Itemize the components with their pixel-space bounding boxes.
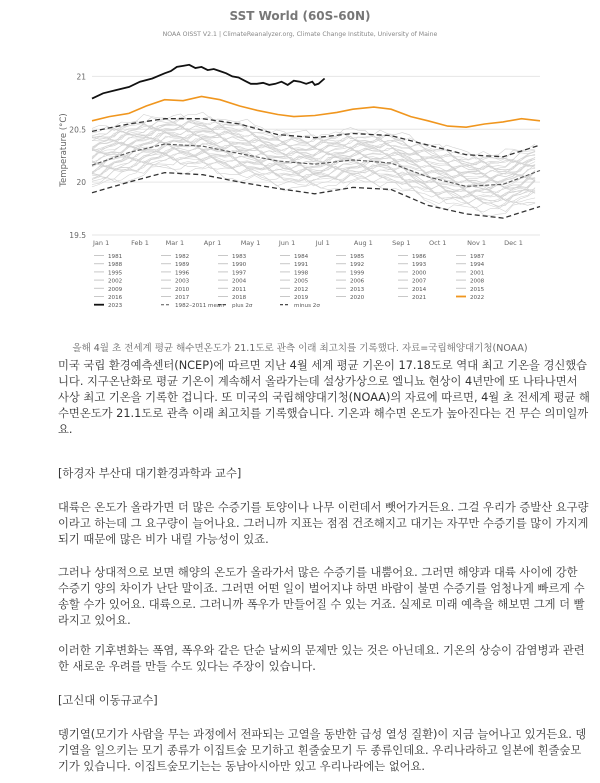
legend-entry: 2014 — [412, 286, 427, 293]
x-tick-label: Apr 1 — [203, 239, 222, 247]
legend-entry: 1986 — [412, 254, 427, 260]
legend-entry: 2003 — [175, 278, 190, 285]
article-paragraph-1 — [58, 358, 590, 438]
paragraph-line: 이러한 기후변화는 폭염, 폭우와 같은 단순 날씨의 문제만 있는 것은 아닌데요. 기온의 상승이 감염병과 관련 — [58, 644, 585, 657]
series-line-2023 — [92, 65, 325, 99]
legend-entry: 1994 — [470, 262, 485, 269]
x-tick-label: Oct 1 — [429, 239, 447, 247]
x-tick-label: Feb 1 — [131, 239, 149, 247]
paragraph-line: 그러나 상대적으로 보면 해양의 온도가 올라가서 많은 수증기를 내뿜어요. 그러면 해양과 대륙 사이에 강한 — [58, 566, 578, 579]
legend-entry: 2004 — [232, 278, 247, 285]
legend-entry: 1992 — [350, 262, 365, 269]
legend-entry: 2022 — [470, 295, 485, 301]
legend-entry: 2021 — [412, 295, 427, 301]
figure-caption: 올해 4월 초 전세계 평균 해수면온도가 21.1도로 관측 이래 최고치를 기록했다. 자료=국립해양대기청(NOAA) — [72, 342, 528, 354]
legend-entry: 2002 — [108, 278, 123, 285]
legend-entry: 2007 — [412, 278, 427, 285]
legend-entry: 2012 — [294, 286, 309, 293]
paragraph-line: 미국 국립 환경예측센터(NCEP)에 따르면 지난 4월 세계 평균 기온이 17.18도로 역대 최고 기온을 경신했습 — [58, 359, 588, 372]
legend-entry: 1993 — [412, 262, 427, 269]
article-paragraph-5 — [58, 727, 587, 775]
speaker-label-1: [하경자 부산대 대기환경과학과 교수] — [58, 467, 242, 480]
x-tick-label: Nov 1 — [467, 239, 487, 247]
legend-entry: plus 2σ — [232, 303, 253, 310]
legend-entry: 1988 — [108, 262, 123, 269]
chart-svg — [0, 0, 600, 320]
paragraph-line: 수증기 양의 차이가 난단 말이죠. 그러면 어떤 일이 벌어지냐 하면 바람이 불면 수증기를 엄청나게 빠르게 수 — [58, 582, 585, 595]
x-tick-label: May 1 — [240, 239, 261, 247]
article-paragraph-3 — [58, 565, 585, 629]
legend-entry: 1999 — [350, 270, 365, 277]
legend-entry: 2001 — [470, 270, 485, 277]
paragraph-line: 기가 있습니다. 이집트숲모기는는 동남아시아만 있고 우리나라에는 없어요. — [58, 760, 426, 773]
legend-entry: 1985 — [350, 254, 365, 260]
paragraph-line: 요. — [58, 423, 73, 436]
legend-entry: 2010 — [175, 286, 190, 293]
paragraph-line: 라지고 있어요. — [58, 614, 131, 627]
legend-entry: 1998 — [294, 270, 309, 277]
legend — [94, 254, 485, 309]
y-axis-label: Temperature (°C) — [59, 113, 69, 187]
legend-entry: 2015 — [470, 286, 485, 293]
paragraph-line: 니다. 지구온난화로 평균 기온이 계속해서 올라가는데 설상가상으로 엘니뇨 현상이 4년만에 또 나타나면서 — [58, 375, 578, 388]
paragraph-line: 대륙은 온도가 올라가면 더 많은 수증기를 토양이나 나무 이런데서 뺏어가거든요. 그걸 우리가 증발산 요구량 — [58, 501, 589, 514]
y-tick-label: 21 — [76, 72, 86, 82]
legend-entry: 1991 — [294, 262, 309, 269]
legend-entry: 2019 — [294, 295, 309, 301]
y-tick-label: 20.5 — [69, 125, 86, 135]
paragraph-line: 기열을 일으키는 모기 종류가 이집트숲 모기하고 흰줄숲모기 두 종류인데요. 우리나라하고 일본에 흰줄숲모 — [58, 744, 582, 757]
x-tick-label: Jun 1 — [278, 239, 296, 247]
legend-entry: 1995 — [108, 270, 123, 277]
chart-subtitle: NOAA OISST V2.1 | ClimateReanalyzer.org, Climate Change Institute, University of Maine — [162, 31, 438, 38]
article-paragraph-4 — [58, 643, 585, 675]
y-tick-label: 20 — [76, 178, 86, 188]
paragraph-line: 뎅기열(모기가 사람을 무는 과정에서 전파되는 고열을 동반한 급성 열성 질환)이 지금 늘어나고 있거든요. 뎅 — [58, 728, 587, 741]
paragraph-line: 송할 수가 있어요. 대륙으로. 그러니까 폭우가 만들어질 수 있는 거죠. 실제로 미래 예측을 해보면 그게 더 빨 — [58, 598, 585, 611]
background-years-layer — [92, 112, 535, 216]
x-tick-label: Mar 1 — [165, 239, 185, 247]
paragraph-line: 수면온도가 21.1도로 관측 이래 최고치를 기록했습니다. 기온과 해수면 온도가 높아진다는 건 무슨 의미일까 — [58, 407, 589, 420]
legend-entry: 2009 — [108, 286, 123, 293]
legend-entry: 1996 — [175, 270, 190, 277]
x-tick-label: Jul 1 — [315, 239, 330, 247]
legend-entry: 2011 — [232, 286, 247, 293]
paragraph-line: 이라고 하는데 그 요구량이 늘어나요. 그러니까 지표는 점점 건조해지고 대기는 자꾸만 수증기를 많이 가지게 — [58, 517, 589, 530]
legend-entry: 1982–2011 mean — [175, 303, 224, 310]
legend-entry: 2006 — [350, 278, 365, 285]
legend-entry: 2023 — [108, 303, 123, 310]
series-line-2002 — [92, 136, 535, 185]
legend-entry: 1984 — [294, 254, 309, 260]
legend-entry: 1990 — [232, 262, 247, 269]
legend-entry: 1983 — [232, 254, 247, 260]
legend-entry: 2013 — [350, 286, 365, 293]
paragraph-line: 한 새로운 우려를 만들 수도 있다는 주장이 있습니다. — [58, 660, 316, 673]
legend-entry: 1987 — [470, 254, 485, 260]
paragraph-line: 사상 최고 기온을 기록한 겁니다. 또 미국의 국립해양대기청(NOAA)의 자료에 따르면, 4월 초 전세계 평균 해 — [58, 391, 590, 404]
paragraph-line: 되기 때문에 많은 비가 내릴 가능성이 있죠. — [58, 533, 269, 546]
sst-chart — [0, 0, 600, 320]
speaker-label-2: [고신대 이동규교수] — [58, 694, 158, 707]
legend-entry: 2000 — [412, 270, 427, 277]
legend-entry: 1989 — [175, 262, 190, 269]
legend-entry: 2008 — [470, 278, 485, 285]
x-tick-label: Aug 1 — [353, 239, 373, 247]
y-tick-label: 19.5 — [69, 231, 86, 240]
article-paragraph-2 — [58, 500, 589, 548]
legend-entry: 1981 — [108, 254, 123, 260]
series-line-2022 — [92, 97, 540, 128]
legend-entry: 2017 — [175, 295, 190, 301]
legend-entry: 1982 — [175, 254, 190, 260]
legend-entry: 2020 — [350, 295, 365, 301]
x-tick-label: Jan 1 — [93, 239, 110, 247]
legend-entry: 2016 — [108, 295, 123, 301]
x-tick-label: Sep 1 — [392, 239, 411, 247]
legend-entry: 2018 — [232, 295, 247, 301]
x-tick-label: Dec 1 — [504, 239, 523, 247]
chart-title: SST World (60S-60N) — [229, 9, 371, 23]
legend-entry: 2005 — [294, 278, 309, 285]
legend-entry: minus 2σ — [294, 303, 320, 310]
legend-entry: 1997 — [232, 270, 247, 277]
